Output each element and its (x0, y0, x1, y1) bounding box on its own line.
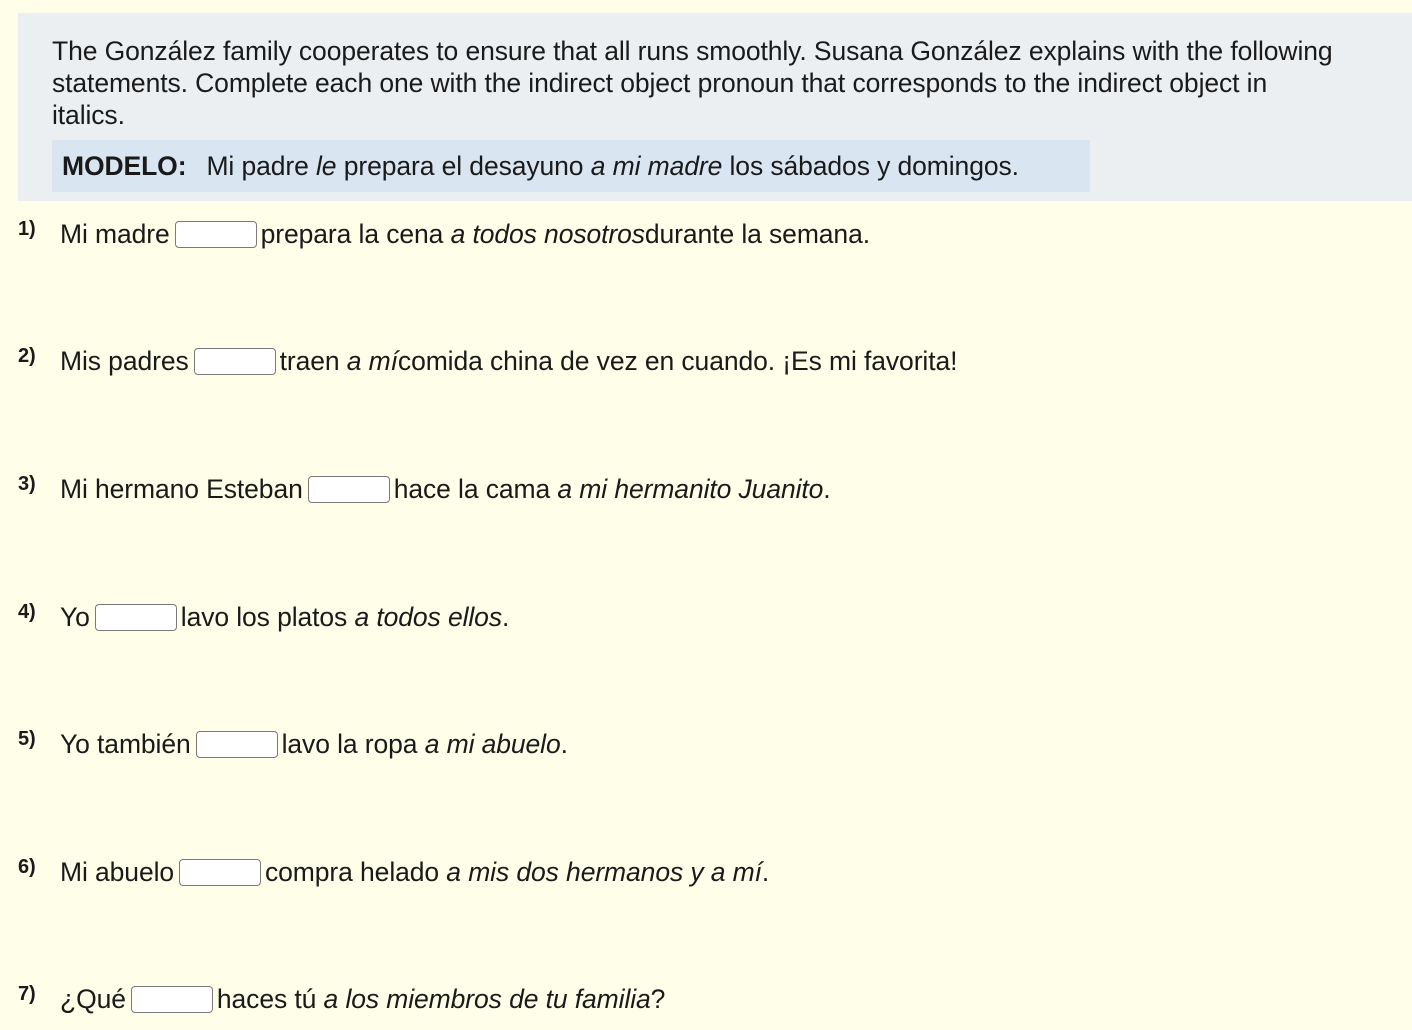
item-text-before: ¿Qué (60, 983, 126, 1014)
instructions-line-2: statements. Complete each one with the indirect object pronoun that corresponds to the indirect object in (52, 68, 1268, 98)
item-text-end: . (761, 856, 770, 887)
item-indirect-object: a mi abuelo (424, 728, 561, 759)
exercise-item-1 (18, 216, 870, 252)
answer-input-4[interactable] (95, 604, 177, 631)
item-text-after: lavo los platos (180, 601, 348, 632)
item-text-end: . (560, 728, 568, 759)
modelo-example (52, 140, 1090, 192)
modelo-object: a mi madre (590, 151, 723, 181)
item-indirect-object: a mí (346, 345, 398, 376)
item-text-end: . (823, 473, 831, 504)
instructions-panel (18, 13, 1412, 201)
item-indirect-object: a mi hermanito Juanito (557, 473, 824, 504)
item-number: 7) (18, 982, 36, 1005)
exercise-item-3 (18, 471, 831, 507)
item-number: 2) (18, 344, 36, 367)
modelo-part-1: Mi padre (206, 151, 317, 181)
item-text-before: Yo (60, 601, 90, 632)
item-text-before: Mi madre (60, 218, 170, 249)
instructions-line-3: italics. (52, 100, 125, 130)
item-text-before: Yo también (60, 728, 191, 759)
item-text-after: prepara la cena (260, 218, 444, 249)
item-text-after: hace la cama (393, 473, 551, 504)
item-number: 5) (18, 727, 36, 750)
item-number: 6) (18, 855, 36, 878)
instructions-text (52, 35, 1412, 131)
item-text-end: . (501, 601, 510, 632)
item-indirect-object: a los miembros de tu familia (323, 983, 651, 1014)
answer-input-7[interactable] (131, 986, 213, 1013)
instructions-line-1: The González family cooperates to ensure that all runs smoothly. Susana González explains with the following (52, 36, 1333, 66)
answer-input-2[interactable] (194, 348, 276, 375)
answer-input-5[interactable] (196, 731, 278, 758)
exercise-item-6 (18, 854, 769, 890)
modelo-part-2: prepara el desayuno (336, 151, 591, 181)
item-indirect-object: a todos nosotros (450, 218, 645, 249)
answer-input-3[interactable] (308, 476, 390, 503)
item-number: 4) (18, 600, 36, 623)
item-number: 3) (18, 472, 36, 495)
item-indirect-object: a mis dos hermanos y a mí (446, 856, 762, 887)
answer-input-1[interactable] (175, 221, 257, 248)
item-indirect-object: a todos ellos (354, 601, 502, 632)
modelo-part-3: los sábados y domingos. (722, 151, 1019, 181)
exercise-item-5 (18, 726, 568, 762)
modelo-pronoun: le (316, 151, 337, 181)
item-text-end: durante la semana. (644, 218, 870, 249)
exercise-item-4 (18, 599, 509, 635)
item-text-after: lavo la ropa (281, 728, 418, 759)
item-text-after: haces tú (216, 983, 317, 1014)
item-text-before: Mis padres (60, 345, 189, 376)
item-text-after: compra helado (265, 856, 440, 887)
item-number: 1) (18, 217, 36, 240)
item-text-before: Mi hermano Esteban (60, 473, 303, 504)
modelo-label: MODELO: (62, 151, 187, 181)
item-text-before: Mi abuelo (60, 856, 175, 887)
item-text-end: comida china de vez en cuando. ¡Es mi favorita! (397, 345, 958, 376)
item-text-after: traen (279, 345, 340, 376)
item-text-end: ? (650, 983, 666, 1014)
exercise-item-2 (18, 343, 957, 379)
exercise-item-7 (18, 981, 665, 1017)
answer-input-6[interactable] (179, 859, 261, 886)
